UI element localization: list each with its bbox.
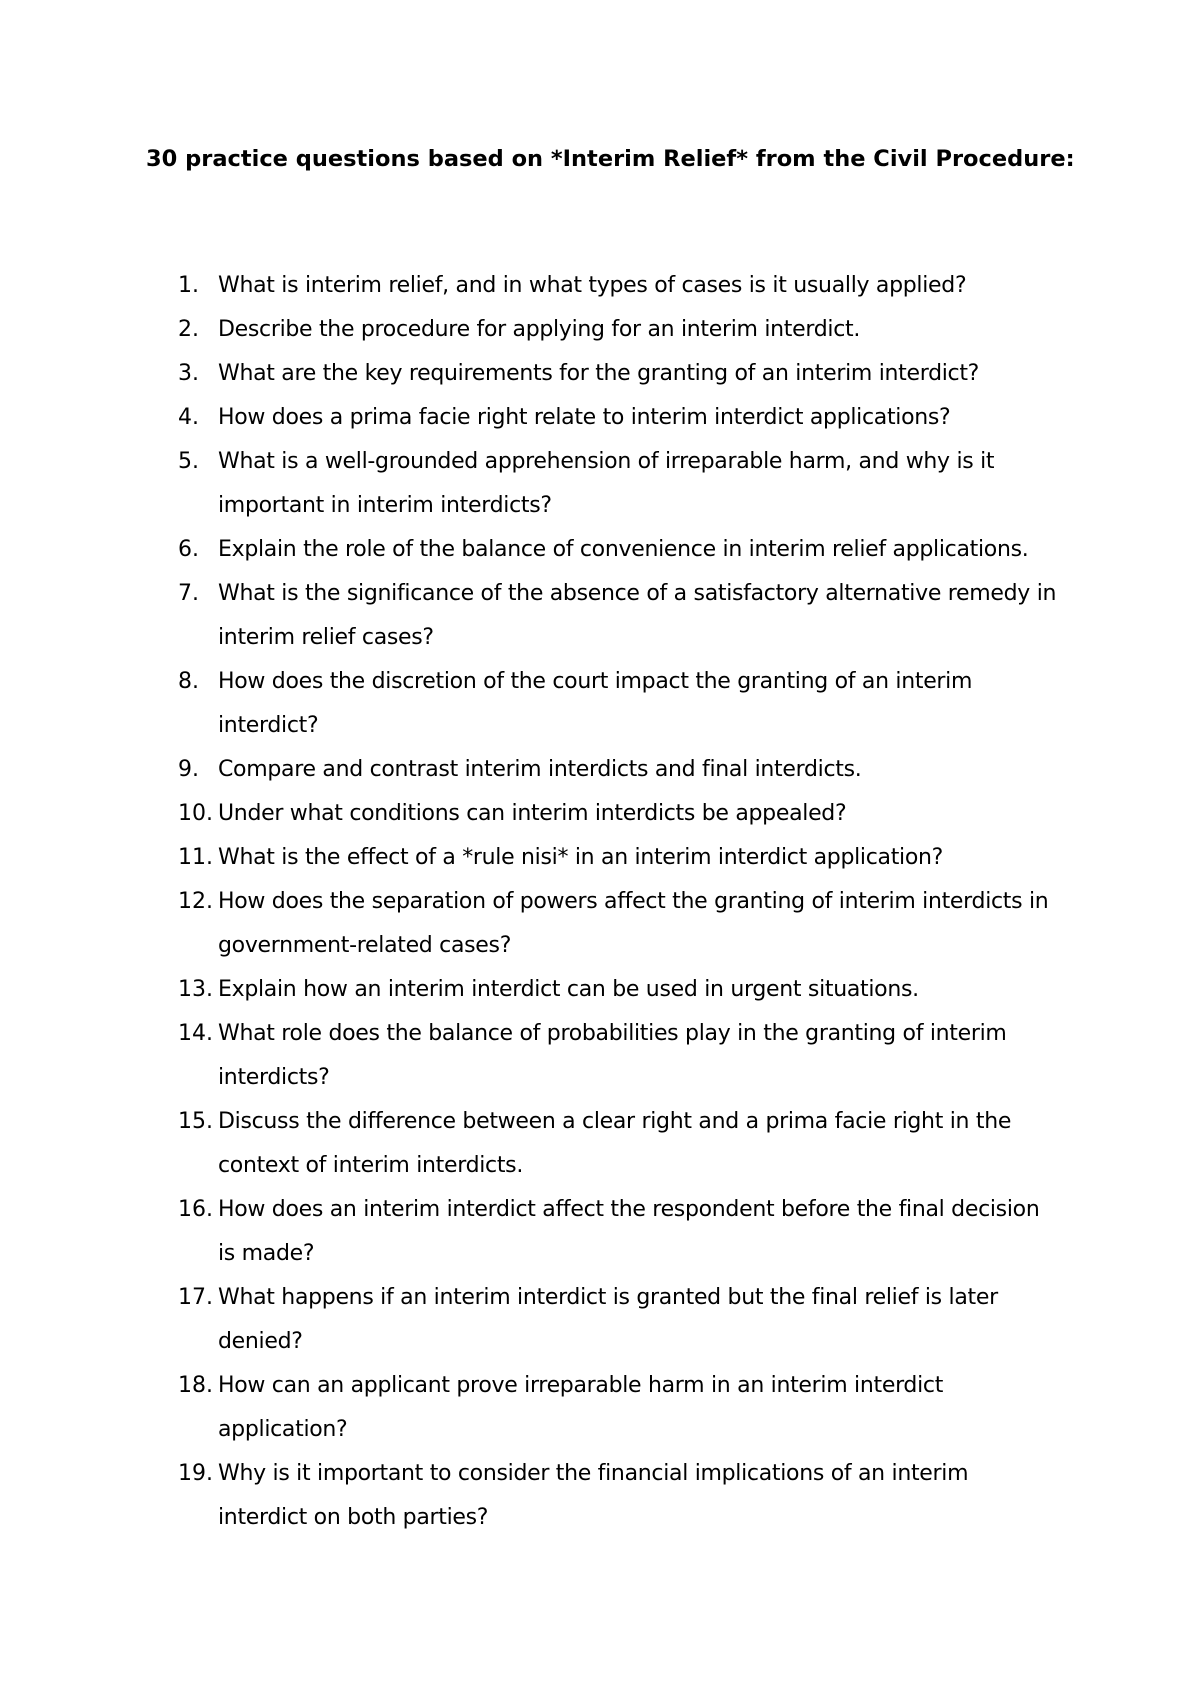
list-item (0, 1452, 1200, 1540)
question-text: How does an interim interdict affect the respondent before the final decision is made? (218, 1197, 1040, 1266)
question-text: What happens if an interim interdict is granted but the final relief is later denied? (218, 1285, 998, 1354)
question-number: 11. (178, 845, 213, 870)
question-number: 6. (178, 537, 199, 562)
question-text: What is a well-grounded apprehension of irreparable harm, and why is it important in interim interdicts? (218, 449, 995, 518)
question-number: 12. (178, 889, 213, 914)
question-text: Discuss the difference between a clear right and a prima facie right in the context of interim interdicts. (218, 1109, 1012, 1178)
question-text: Under what conditions can interim interdicts be appealed? (218, 801, 847, 826)
question-text: Describe the procedure for applying for an interim interdict. (218, 317, 861, 342)
list-item (0, 968, 1200, 1012)
question-number: 15. (178, 1109, 213, 1134)
question-number: 8. (178, 669, 199, 694)
list-item (0, 264, 1200, 308)
question-number: 2. (178, 317, 199, 342)
question-text: How does a prima facie right relate to interim interdict applications? (218, 405, 951, 430)
question-number: 16. (178, 1197, 213, 1222)
question-text: What is the effect of a *rule nisi* in an interim interdict application? (218, 845, 944, 870)
list-item (0, 440, 1200, 528)
list-item (0, 660, 1200, 748)
list-item (0, 308, 1200, 352)
list-item (0, 1188, 1200, 1276)
question-text: How can an applicant prove irreparable harm in an interim interdict application? (218, 1373, 944, 1442)
question-number: 10. (178, 801, 213, 826)
question-text: What is the significance of the absence of a satisfactory alternative remedy in interim relief cases? (218, 581, 1057, 650)
question-number: 1. (178, 273, 199, 298)
list-item (0, 1276, 1200, 1364)
list-item (0, 880, 1200, 968)
question-number: 7. (178, 581, 199, 606)
question-number: 14. (178, 1021, 213, 1046)
list-item (0, 1364, 1200, 1452)
question-text: How does the separation of powers affect the granting of interim interdicts in government-related cases? (218, 889, 1049, 958)
list-item (0, 396, 1200, 440)
question-number: 3. (178, 361, 199, 386)
list-item (0, 1100, 1200, 1188)
question-text: What role does the balance of probabilities play in the granting of interim interdicts? (218, 1021, 1007, 1090)
list-item (0, 836, 1200, 880)
question-number: 17. (178, 1285, 213, 1310)
question-number: 19. (178, 1461, 213, 1486)
question-list (0, 264, 1200, 1540)
list-item (0, 352, 1200, 396)
document-title: 30 practice questions based on *Interim Relief* from the Civil Procedure: (146, 146, 1075, 172)
list-item (0, 528, 1200, 572)
question-text: Compare and contrast interim interdicts and final interdicts. (218, 757, 862, 782)
question-text: How does the discretion of the court impact the granting of an interim interdict? (218, 669, 973, 738)
question-text: What is interim relief, and in what types of cases is it usually applied? (218, 273, 967, 298)
question-text: Explain the role of the balance of convenience in interim relief applications. (218, 537, 1029, 562)
question-text: What are the key requirements for the granting of an interim interdict? (218, 361, 980, 386)
question-number: 5. (178, 449, 199, 474)
question-text: Explain how an interim interdict can be used in urgent situations. (218, 977, 919, 1002)
question-number: 4. (178, 405, 199, 430)
list-item (0, 572, 1200, 660)
question-text: Why is it important to consider the financial implications of an interim interdict on both parties? (218, 1461, 969, 1530)
list-item (0, 748, 1200, 792)
list-item (0, 792, 1200, 836)
list-item (0, 1012, 1200, 1100)
question-number: 13. (178, 977, 213, 1002)
question-number: 18. (178, 1373, 213, 1398)
question-number: 9. (178, 757, 199, 782)
